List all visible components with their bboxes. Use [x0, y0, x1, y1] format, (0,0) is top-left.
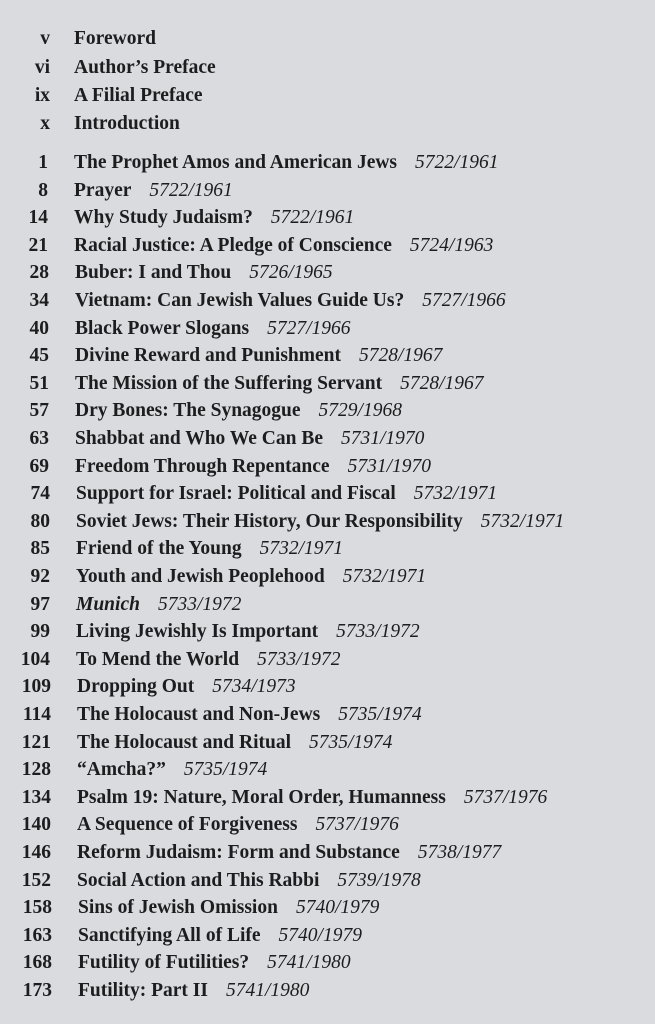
toc-entry: [0, 315, 655, 342]
toc-page-number: v: [40, 28, 50, 49]
toc-entry-title-group: [74, 232, 493, 259]
toc-entry-title-group: [76, 508, 564, 535]
toc-entry-date: 5733/1972: [257, 649, 341, 670]
toc-entry: [0, 259, 655, 286]
toc-entry-title: Freedom Through Repentance: [75, 456, 330, 477]
toc-entry-date: 5732/1971: [342, 566, 427, 587]
toc-page-number: 74: [30, 483, 50, 504]
toc-entry-title: Dropping Out: [77, 676, 195, 697]
toc-page-number: 168: [22, 952, 52, 973]
toc-entry-title: Shabbat and Who We Can Be: [75, 428, 323, 449]
toc-page-number: 14: [28, 207, 48, 228]
toc-entry: [0, 453, 655, 480]
toc-entry: [0, 977, 655, 1004]
toc-page-number: 85: [30, 538, 50, 559]
toc-entry-title-group: [77, 784, 547, 811]
toc-entry-title-group: [74, 204, 354, 231]
toc-entry: [0, 729, 655, 756]
toc-entry-title: The Holocaust and Non-Jews: [77, 704, 321, 725]
toc-front-matter-item: [0, 110, 655, 137]
toc-page-number: 121: [21, 732, 51, 753]
toc-page-number: 21: [28, 235, 48, 256]
toc-entry-date: 5740/1979: [295, 897, 380, 918]
toc-entry-title: Foreword: [74, 28, 156, 49]
toc-entry-date: 5732/1971: [480, 511, 565, 532]
toc-entry-title-group: [77, 729, 392, 756]
toc-entry-title: The Prophet Amos and American Jews: [74, 152, 398, 173]
toc-page-number: 57: [29, 400, 49, 421]
toc-entry-date: 5728/1967: [400, 373, 484, 394]
toc-page-number: 40: [29, 318, 49, 339]
toc-entry-title-group: [75, 287, 506, 314]
toc-entry-title: Youth and Jewish Peoplehood: [76, 566, 325, 587]
toc-entry-date: 5731/1970: [341, 428, 425, 449]
toc-entry-date: 5735/1974: [183, 759, 268, 780]
toc-page-number: 1: [38, 152, 48, 173]
toc-entry-date: 5738/1977: [417, 842, 502, 863]
toc-entry-title-group: [75, 453, 431, 480]
toc-entry-title-group: [77, 811, 399, 838]
toc-entry: [0, 397, 655, 424]
toc-entry-title: Why Study Judaism?: [74, 207, 253, 228]
toc-entry-date: 5722/1961: [270, 207, 355, 228]
toc-entry-title-group: [74, 149, 498, 176]
toc-entry: [0, 591, 655, 618]
toc-entry-date: 5729/1968: [318, 400, 402, 421]
toc-entry: [0, 204, 655, 231]
toc-front-matter-item: [0, 25, 655, 52]
toc-entry: [0, 894, 655, 921]
toc-page-number: 140: [21, 814, 51, 835]
toc-entry-title-group: [74, 177, 233, 204]
toc-entry: [0, 867, 655, 894]
toc-entry-title: Dry Bones: The Synagogue: [75, 400, 301, 421]
toc-entry-date: 5731/1970: [347, 456, 432, 477]
toc-entry-title-group: [78, 894, 379, 921]
toc-entry-title-group: [75, 342, 442, 369]
toc-entry-title: Futility: Part II: [78, 980, 208, 1001]
toc-entry-title: Sins of Jewish Omission: [78, 897, 278, 918]
toc-entry-date: 5724/1963: [409, 235, 494, 256]
toc-entry-title-group: [75, 259, 333, 286]
toc-entry-title: Black Power Slogans: [75, 318, 250, 339]
toc-entry-title-group: [77, 701, 422, 728]
toc-entry-date: 5726/1965: [249, 262, 333, 283]
toc-entry-title: Social Action and This Rabbi: [77, 870, 320, 891]
toc-entry-title: The Mission of the Suffering Servant: [75, 373, 383, 394]
toc-entry: [0, 177, 655, 204]
toc-page-number: 92: [30, 566, 50, 587]
toc-entry-title: A Filial Preface: [74, 85, 203, 106]
toc-page-number: 173: [22, 980, 52, 1001]
toc-entry: [0, 784, 655, 811]
toc-entry-title: Munich: [76, 594, 140, 615]
toc-entry-title: Soviet Jews: Their History, Our Responsibility: [76, 511, 463, 532]
toc-page-number: 8: [38, 180, 48, 201]
toc-entry-date: 5728/1967: [359, 345, 443, 366]
toc-entry-title: The Holocaust and Ritual: [77, 732, 291, 753]
toc-page-number: 34: [29, 290, 49, 311]
toc-entry-title: Buber: I and Thou: [75, 262, 232, 283]
toc-front-matter-item: [0, 82, 655, 109]
toc-entry-date: 5737/1976: [463, 787, 548, 808]
toc-page-number: 128: [21, 759, 51, 780]
toc-entry-date: 5735/1974: [338, 704, 422, 725]
toc-page-number: 158: [22, 897, 52, 918]
toc-page-number: vi: [34, 57, 50, 78]
toc-entry-title-group: [78, 922, 362, 949]
toc-entry-title-group: [77, 867, 421, 894]
toc-entry-date: 5733/1972: [336, 621, 420, 642]
toc-page-number: 146: [21, 842, 51, 863]
toc-entry-date: 5739/1978: [337, 870, 421, 891]
toc-entry: [0, 839, 655, 866]
toc-entry: [0, 232, 655, 259]
toc-entry: [0, 287, 655, 314]
toc-entry-title-group: [75, 425, 424, 452]
toc-page-number: 69: [29, 456, 49, 477]
toc-entry: [0, 480, 655, 507]
toc-entry-date: 5740/1979: [278, 925, 362, 946]
toc-entry: [0, 563, 655, 590]
toc-entry-title-group: [77, 756, 267, 783]
toc-entry-date: 5727/1966: [422, 290, 506, 311]
toc-entry: [0, 342, 655, 369]
toc-entry: [0, 618, 655, 645]
toc-page-number: 97: [30, 594, 50, 615]
toc-page-number: 163: [22, 925, 52, 946]
toc-page-number: x: [40, 113, 50, 134]
toc-entry-title-group: [76, 563, 426, 590]
toc-entry-title-group: [77, 839, 501, 866]
toc-entry-date: 5741/1980: [267, 952, 351, 973]
toc-entry: [0, 425, 655, 452]
toc-page-number: 51: [29, 373, 49, 394]
toc-page-number: 45: [29, 345, 49, 366]
toc-entry-title: A Sequence of Forgiveness: [77, 814, 298, 835]
toc-entry: [0, 508, 655, 535]
toc-entry: [0, 922, 655, 949]
toc-entry-date: 5735/1974: [309, 732, 393, 753]
toc-page-number: 134: [21, 787, 51, 808]
toc-entry-date: 5732/1971: [259, 538, 344, 559]
toc-entry-title: Psalm 19: Nature, Moral Order, Humanness: [77, 787, 446, 808]
toc-entry-title-group: [76, 618, 420, 645]
toc-entry-title: Introduction: [74, 113, 180, 134]
toc-page-number: 80: [30, 511, 50, 532]
toc-entry: [0, 535, 655, 562]
toc-entry: [0, 811, 655, 838]
toc-entry-title-group: [76, 591, 241, 618]
toc-entry-title-group: [76, 480, 497, 507]
toc-entry-title: Living Jewishly Is Important: [76, 621, 319, 642]
toc-entry-date: 5722/1961: [149, 180, 233, 201]
toc-entry: [0, 149, 655, 176]
toc-entry-title: Support for Israel: Political and Fiscal: [76, 483, 396, 504]
toc-entry-title: Prayer: [74, 180, 132, 201]
toc-entry-title: Racial Justice: A Pledge of Conscience: [74, 235, 392, 256]
toc-entry: [0, 701, 655, 728]
toc-entry-title: Sanctifying All of Life: [78, 925, 261, 946]
toc-entry-title-group: [75, 397, 402, 424]
toc-entry-title: Futility of Futilities?: [78, 952, 250, 973]
toc-entry-date: 5727/1966: [267, 318, 351, 339]
toc-entry-title: Friend of the Young: [76, 538, 242, 559]
toc-entry-date: 5737/1976: [315, 814, 399, 835]
toc-page-number: 63: [29, 428, 49, 449]
toc-entry-date: 5722/1961: [415, 152, 499, 173]
toc-entry-title: To Mend the World: [76, 649, 240, 670]
toc-entry-title: Reform Judaism: Form and Substance: [77, 842, 400, 863]
toc-entry-title-group: [77, 673, 296, 700]
toc-page-number: 104: [20, 649, 50, 670]
toc-page-number: 109: [21, 676, 51, 697]
toc-entry-title-group: [76, 646, 341, 673]
toc-page-number: 114: [22, 704, 51, 725]
toc-entry: [0, 646, 655, 673]
toc-page-number: ix: [34, 85, 50, 106]
toc-front-matter-item: [0, 54, 655, 81]
toc-entry-title: Vietnam: Can Jewish Values Guide Us?: [75, 290, 405, 311]
toc-entry: [0, 370, 655, 397]
toc-page-number: 28: [29, 262, 49, 283]
toc-entry-date: 5733/1972: [157, 594, 242, 615]
toc-page-number: 152: [21, 870, 51, 891]
toc-entry: [0, 673, 655, 700]
toc-entry: [0, 949, 655, 976]
toc-entry-title-group: [75, 315, 351, 342]
toc-entry-date: 5741/1980: [225, 980, 310, 1001]
toc-entry-title: Divine Reward and Punishment: [75, 345, 341, 366]
toc-entry-title-group: [78, 949, 351, 976]
toc-entry-date: 5732/1971: [413, 483, 498, 504]
toc-entry: [0, 756, 655, 783]
toc-entry-title-group: [76, 535, 343, 562]
toc-entry-date: 5734/1973: [212, 676, 296, 697]
toc-entry-title-group: [78, 977, 309, 1004]
toc-page-number: 99: [30, 621, 50, 642]
toc-entry-title: “Amcha?”: [77, 759, 166, 780]
toc-entry-title-group: [75, 370, 484, 397]
toc-entry-title: Author’s Preface: [74, 57, 216, 78]
